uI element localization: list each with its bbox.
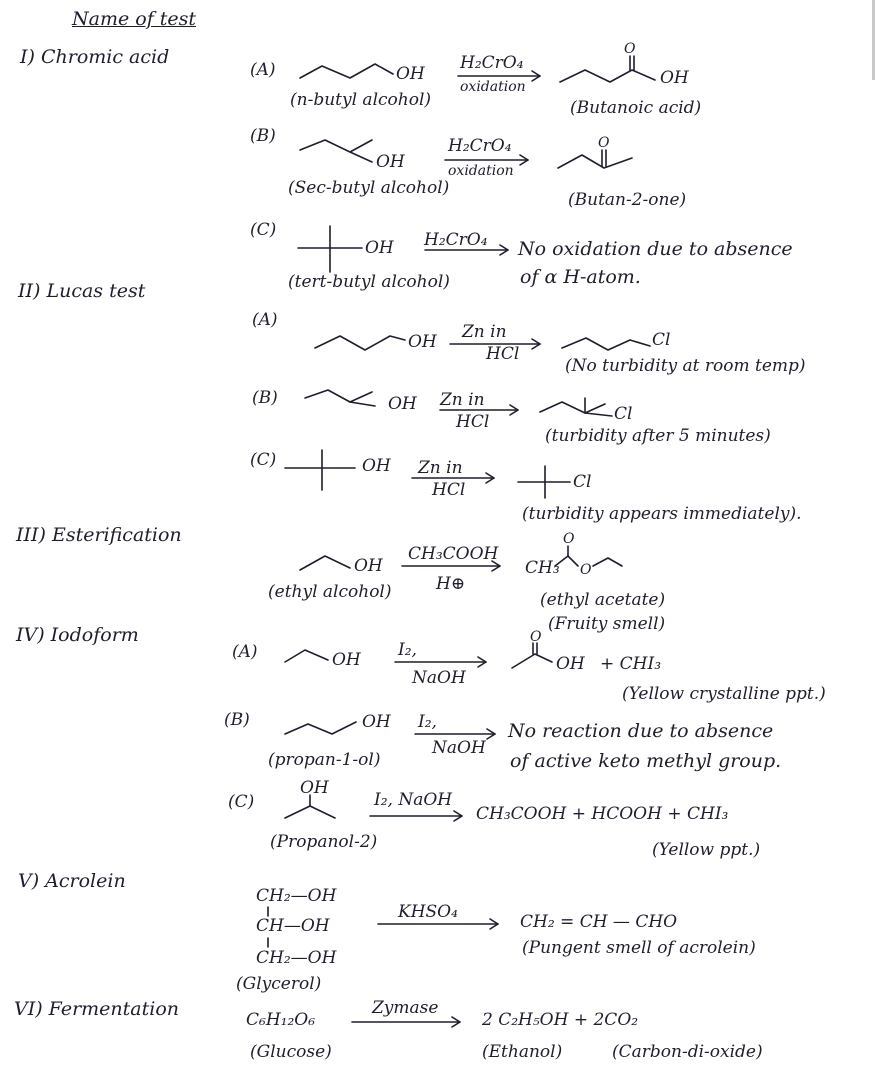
reagent-label: Zn in [440,390,485,410]
reagent-label: H₂CrO₄ [460,53,524,73]
reactant-name: (Propanol-2) [270,832,378,852]
ethanol-skeleton [300,556,350,570]
sec-butyl-chloride-skeleton [540,402,605,413]
oxygen-label: O [580,562,592,578]
hydroxyl-label: OH [388,394,417,414]
reactant-name: (tert-butyl alcohol) [288,272,450,292]
hydroxyl-label: OH [556,654,585,674]
reactant-formula: C₆H₁₂O₆ [246,1010,316,1030]
glycerol-line: CH—OH [256,916,330,936]
hydroxyl-label: OH [396,64,425,84]
observation-note: (turbidity after 5 minutes) [545,426,771,446]
reaction-label: (A) [232,642,258,662]
propan-2-ol-skeleton [285,806,335,818]
glycerol-line: CH₂—OH [256,948,337,968]
observation-note: No oxidation due to absence [518,238,793,260]
reaction-label: (C) [250,450,277,470]
observation-note: (Yellow ppt.) [652,840,761,860]
observation-note: of α H-atom. [520,266,641,288]
propan-1-ol-skeleton [285,722,356,734]
hydroxyl-label: OH [660,68,689,88]
reactant-name: (Glucose) [250,1042,332,1062]
product-list: CH₃COOH + HCOOH + CHI₃ [476,804,729,824]
test-title-lucas: II) Lucas test [18,280,146,302]
product-name: (Butanoic acid) [570,98,702,118]
oxygen-label: O [598,135,610,151]
reaction-label: (C) [228,792,255,812]
observation-note: of active keto methyl group. [510,750,782,772]
reaction-label: (C) [250,220,277,240]
chlorine-label: Cl [652,330,671,350]
reactant-name: (propan-1-ol) [268,750,381,770]
reaction-label: (B) [252,388,278,408]
chlorine-label: Cl [614,404,633,424]
product-list: 2 C₂H₅OH + 2CO₂ [482,1010,639,1030]
hydroxyl-label: OH [376,152,405,172]
reactant-name: (ethyl alcohol) [268,582,392,602]
test-title-iodoform: IV) Iodoform [16,624,139,646]
butyl-chloride-skeleton [562,338,650,350]
test-title-fermentation: VI) Fermentation [14,998,179,1020]
product-name: (Ethanol) [482,1042,563,1062]
butanoic-acid-skeleton [560,70,655,82]
condition-label: oxidation [460,79,526,95]
page-heading: Name of test [72,8,197,30]
observation-note: (turbidity appears immediately). [522,504,802,524]
reagent-label: NaOH [412,668,466,688]
oxygen-label: O [530,629,542,645]
butanone-skeleton [558,155,632,168]
observation-note: No reaction due to absence [508,720,774,742]
n-butyl-alcohol-skeleton [300,64,393,78]
observation-note: (No turbidity at room temp) [565,356,806,376]
reagent-label: I₂, [398,640,417,660]
reaction-label: (B) [224,710,250,730]
reactant-name: (n-butyl alcohol) [290,90,432,110]
hydroxyl-label: OH [354,556,383,576]
test-title-chromic-acid: I) Chromic acid [20,46,170,68]
glycerol-line: CH₂—OH [256,886,337,906]
bond [350,402,375,406]
product-formula: CH₂ = CH — CHO [520,912,678,932]
byproduct-label: + CHI₃ [600,654,662,674]
reagent-label: Zymase [372,998,439,1018]
reactant-name: (Sec-butyl alcohol) [288,178,450,198]
hydroxyl-label: OH [408,332,437,352]
sec-butyl-alcohol-skeleton [300,140,372,152]
test-title-acrolein: V) Acrolein [18,870,126,892]
reagent-label: H₂CrO₄ [448,136,512,156]
reagent-label: KHSO₄ [398,902,458,922]
hydroxyl-label: OH [362,712,391,732]
reagent-label: CH₃COOH [408,544,499,564]
chlorine-label: Cl [573,472,592,492]
reagent-label: Zn in [418,458,463,478]
hydroxyl-label: OH [362,456,391,476]
reagent-label: HCl [456,412,490,432]
product-name: (Butan-2-one) [568,190,687,210]
reagent-label: I₂, NaOH [374,790,453,810]
reagent-label: NaOH [432,738,486,758]
oxygen-label: O [563,531,575,547]
reaction-label: (A) [250,60,276,80]
reagent-label: Zn in [462,322,507,342]
reagent-label: H₂CrO₄ [424,230,488,250]
reaction-label: (B) [250,126,276,146]
observation-note: (Yellow crystalline ppt.) [622,684,826,704]
product-name: (ethyl acetate) [540,590,666,610]
test-title-esterification: III) Esterification [16,524,182,546]
hydroxyl-label: OH [365,238,394,258]
ethyl-skeleton [593,558,622,566]
condition-label: H⊕ [436,574,466,594]
bond [585,413,612,416]
sec-butyl-alcohol-skeleton [305,390,372,402]
reaction-label: (A) [252,310,278,330]
oxygen-label: O [624,41,636,57]
reactant-name: (Glycerol) [236,974,322,994]
hydroxyl-label: OH [300,778,329,798]
ethanol-skeleton [285,650,328,662]
bond [350,152,372,162]
bond [568,556,578,566]
observation-note: (Pungent smell of acrolein) [522,938,756,958]
hydroxyl-label: OH [332,650,361,670]
observation-note: (Fruity smell) [548,614,666,634]
n-butyl-alcohol-skeleton [315,336,405,350]
methyl-label: CH₃ [525,558,560,578]
reagent-label: I₂, [418,712,437,732]
reagent-label: HCl [486,344,520,364]
acetic-acid-skeleton [512,654,552,668]
product-name: (Carbon-di-oxide) [612,1042,763,1062]
reagent-label: HCl [432,480,466,500]
condition-label: oxidation [448,163,514,179]
